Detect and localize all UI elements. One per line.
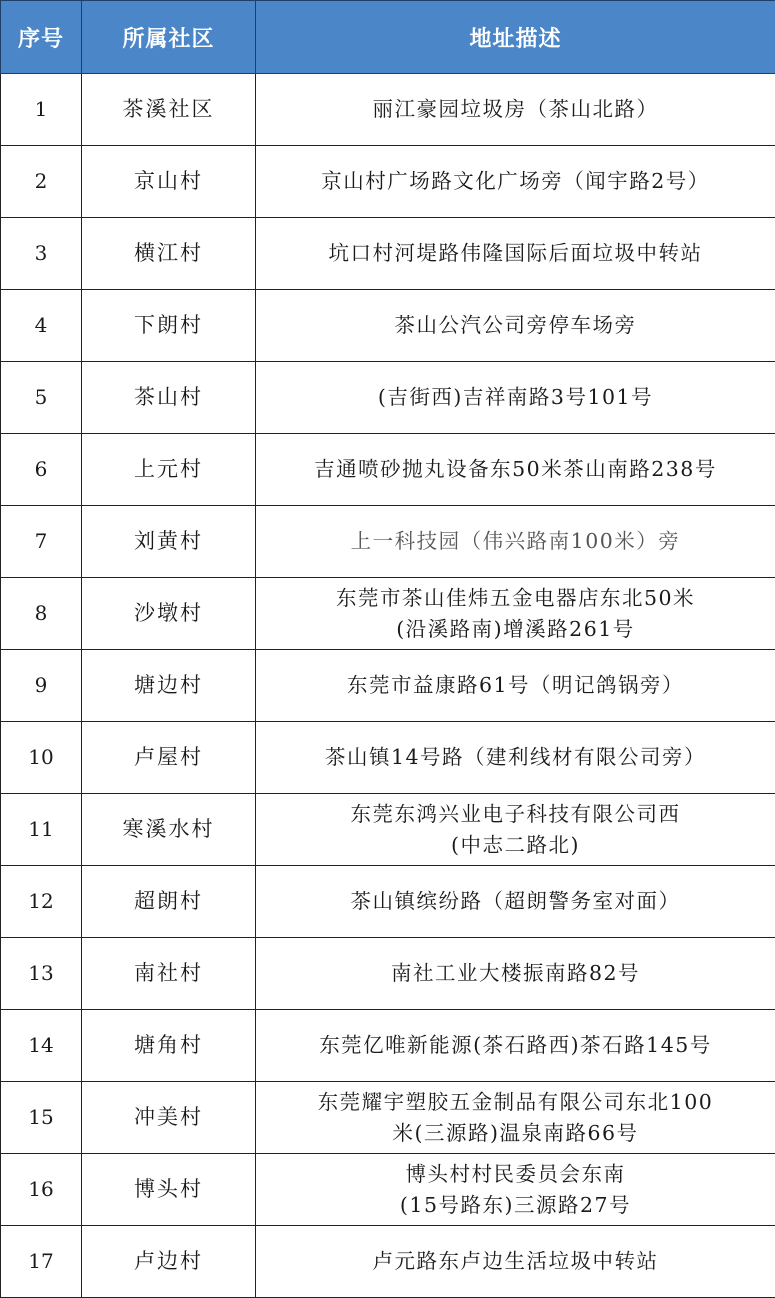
cell-index: 4 (1, 290, 82, 362)
cell-community: 卢边村 (82, 1226, 256, 1298)
table-row (1, 1154, 775, 1226)
table-row (1, 1082, 775, 1154)
cell-index: 10 (1, 722, 82, 794)
address-line: 东莞耀宇塑胶五金制品有限公司东北100 (317, 1089, 714, 1114)
cell-index: 5 (1, 362, 82, 434)
cell-index: 14 (1, 1010, 82, 1082)
cell-community: 茶山村 (82, 362, 256, 434)
cell-index: 15 (1, 1082, 82, 1154)
table-row (1, 362, 775, 434)
cell-community: 横江村 (82, 218, 256, 290)
cell-address (256, 1226, 775, 1298)
cell-community: 下朗村 (82, 290, 256, 362)
cell-address (256, 866, 775, 938)
cell-index: 11 (1, 794, 82, 866)
cell-community: 塘角村 (82, 1010, 256, 1082)
table-row (1, 578, 775, 650)
table-row (1, 866, 775, 938)
cell-index: 2 (1, 146, 82, 218)
address-line: (吉街西)吉祥南路3号101号 (377, 385, 654, 409)
cell-index: 12 (1, 866, 82, 938)
cell-address (256, 362, 775, 434)
cell-address (256, 1010, 775, 1082)
cell-address (256, 650, 775, 722)
cell-address (256, 722, 775, 794)
address-line: 坑口村河堤路伟隆国际后面垃圾中转站 (328, 241, 703, 265)
cell-address (256, 794, 775, 866)
address-line: 上一科技园（伟兴路南100米）旁 (350, 529, 681, 553)
cell-community: 超朗村 (82, 866, 256, 938)
cell-community: 寒溪水村 (82, 794, 256, 866)
table-row (1, 722, 775, 794)
cell-address (256, 434, 775, 506)
address-line: (15号路东)三源路27号 (399, 1192, 632, 1217)
table-row (1, 1226, 775, 1298)
cell-address (256, 290, 775, 362)
cell-address (256, 578, 775, 650)
cell-community: 塘边村 (82, 650, 256, 722)
cell-address (256, 938, 775, 1010)
table-header-row (1, 1, 775, 74)
header-index: 序号 (1, 1, 82, 74)
table-row (1, 146, 775, 218)
address-line: (中志二路北) (451, 832, 580, 857)
cell-community: 京山村 (82, 146, 256, 218)
cell-index: 16 (1, 1154, 82, 1226)
cell-address (256, 218, 775, 290)
address-line: 吉通喷砂抛丸设备东50米茶山南路238号 (314, 457, 717, 481)
cell-community: 沙墩村 (82, 578, 256, 650)
table-row (1, 506, 775, 578)
address-line: 京山村广场路文化广场旁（闻宇路2号） (321, 169, 710, 193)
cell-community: 博头村 (82, 1154, 256, 1226)
cell-community: 刘黄村 (82, 506, 256, 578)
address-line: 博头村村民委员会东南 (405, 1161, 626, 1186)
address-line: 卢元路东卢边生活垃圾中转站 (372, 1249, 659, 1273)
table-row (1, 74, 775, 146)
cell-address (256, 1082, 775, 1154)
header-address: 地址描述 (256, 1, 775, 74)
cell-index: 9 (1, 650, 82, 722)
address-line: 米(三源路)温泉南路66号 (392, 1120, 639, 1145)
table-row (1, 434, 775, 506)
cell-index: 17 (1, 1226, 82, 1298)
cell-community: 卢屋村 (82, 722, 256, 794)
table-row (1, 938, 775, 1010)
address-line: 茶山镇14号路（建利线材有限公司旁） (324, 745, 707, 769)
cell-index: 7 (1, 506, 82, 578)
address-line: 东莞东鸿兴业电子科技有限公司西 (350, 801, 681, 826)
address-line: 东莞市益康路61号（明记鸽锅旁） (346, 673, 685, 697)
table-row (1, 1010, 775, 1082)
cell-address (256, 506, 775, 578)
cell-index: 3 (1, 218, 82, 290)
address-line: 丽江豪园垃圾房（茶山北路） (372, 97, 659, 121)
table-body (1, 74, 775, 1298)
address-line: 南社工业大楼振南路82号 (390, 961, 641, 985)
cell-community: 茶溪社区 (82, 74, 256, 146)
table-row (1, 650, 775, 722)
cell-address (256, 1154, 775, 1226)
address-line: 茶山公汽公司旁停车场旁 (394, 313, 637, 337)
address-line: 东莞市茶山佳炜五金电器店东北50米 (335, 585, 696, 610)
cell-community: 冲美村 (82, 1082, 256, 1154)
table-row (1, 218, 775, 290)
address-line: 东莞亿唯新能源(茶石路西)茶石路145号 (319, 1033, 712, 1057)
cell-index: 8 (1, 578, 82, 650)
address-line: 茶山镇缤纷路（超朗警务室对面） (350, 889, 681, 913)
cell-address (256, 146, 775, 218)
cell-index: 6 (1, 434, 82, 506)
cell-index: 1 (1, 74, 82, 146)
header-community: 所属社区 (82, 1, 256, 74)
cell-address (256, 74, 775, 146)
cell-community: 上元村 (82, 434, 256, 506)
table-row (1, 290, 775, 362)
cell-index: 13 (1, 938, 82, 1010)
table-row (1, 794, 775, 866)
cell-community: 南社村 (82, 938, 256, 1010)
address-line: (沿溪路南)增溪路261号 (396, 616, 635, 641)
